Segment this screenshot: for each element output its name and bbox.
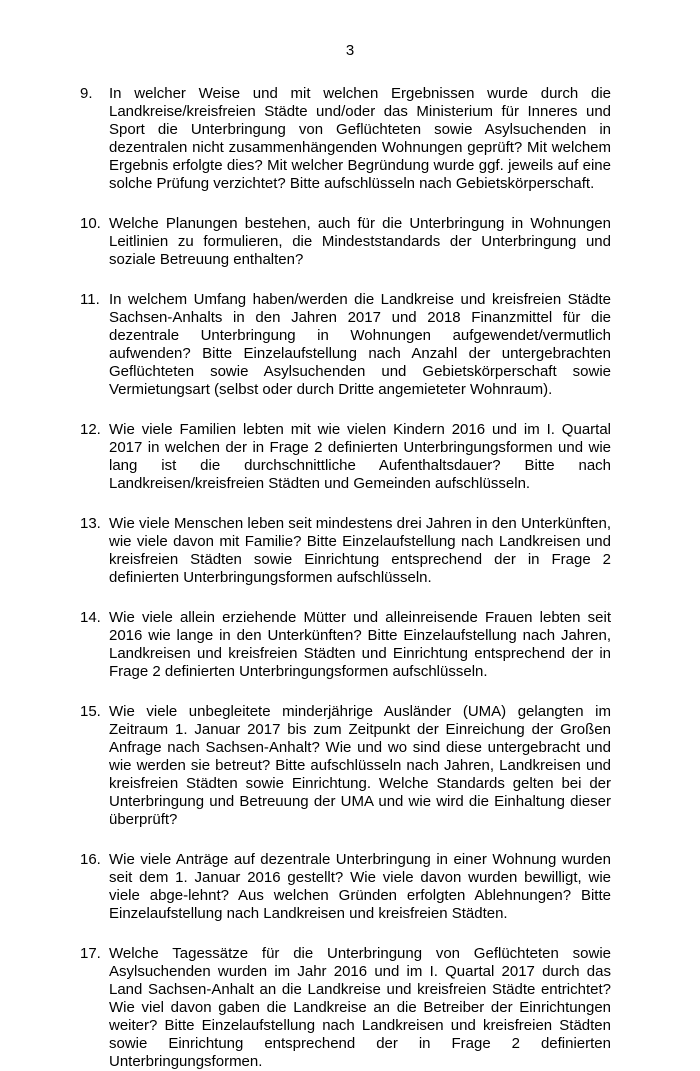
question-number: 11. xyxy=(80,291,100,308)
question-number: 15. xyxy=(80,703,101,720)
question-item xyxy=(80,703,611,829)
question-item xyxy=(80,215,611,269)
question-number: 9. xyxy=(80,85,93,102)
question-item xyxy=(80,851,611,923)
question-text: Welche Tagessätze für die Unterbringung von Geflüchteten sowie Asylsuchenden wurden im Jahr 2016 und im I. Quartal 2017 durch das Land Sachsen-Anhalt an die Landkreise und kreisfreien Städte entrichtet? Wie viel davon gaben die Landkreise an die Betreiber der Einrichtungen weiter? Bitte Einzelaufstellung nach Landkreisen und kreisfreien Städten sowie Einrichtung entsprechend der in Frage 2 definierten Unterbringungsformen. xyxy=(109,945,611,1070)
question-text: In welchem Umfang haben/werden die Landkreise und kreisfreien Städte Sachsen-Anhalts in den Jahren 2017 und 2018 Finanzmittel für die dezentrale Unterbringung in Wohnungen aufgewendet/vermutlich aufwenden? Bitte Einzelaufstellung nach Anzahl der untergebrachten Geflüchteten sowie Asylsuchenden und Gebietskörperschaft sowie Vermietungsart (selbst oder durch Dritte angemieteter Wohnraum). xyxy=(109,291,611,398)
question-list xyxy=(80,85,611,1071)
question-number: 13. xyxy=(80,515,101,532)
question-item xyxy=(80,85,611,193)
question-item xyxy=(80,609,611,681)
question-number: 12. xyxy=(80,421,101,438)
question-number: 10. xyxy=(80,215,101,232)
question-text: Wie viele unbegleitete minderjährige Ausländer (UMA) gelangten im Zeitraum 1. Januar 2017 bis zum Zeitpunkt der Einreichung der Großen Anfrage nach Sachsen-Anhalt? Wie und wo sind diese untergebracht und wie werden sie betreut? Bitte aufschlüsseln nach Jahren, Landkreisen und kreisfreien Städten sowie Einrichtung. Welche Standards gelten bei der Unterbringung und Betreuung der UMA und wie wird die Einhaltung dieser überprüft? xyxy=(109,703,611,828)
question-text: Wie viele allein erziehende Mütter und alleinreisende Frauen lebten seit 2016 wie lange in den Unterkünften? Bitte Einzelaufstellung nach Jahren, Landkreisen und kreisfreien Städten und Einrichtung entsprechend der in Frage 2 definierten Unterbringungsformen aufschlüsseln. xyxy=(109,609,611,680)
question-item xyxy=(80,291,611,399)
question-item xyxy=(80,421,611,493)
question-text: Welche Planungen bestehen, auch für die Unterbringung in Wohnungen Leitlinien zu formulieren, die Mindeststandards der Unterbringung und soziale Betreuung enthalten? xyxy=(109,215,611,268)
question-number: 16. xyxy=(80,851,101,868)
question-text: Wie viele Menschen leben seit mindestens drei Jahren in den Unterkünften, wie viele davon mit Familie? Bitte Einzelaufstellung nach Landkreisen und kreisfreien Städten sowie Einrichtung entsprechend der in Frage 2 definierten Unterbringungsformen aufschlüsseln. xyxy=(109,515,611,586)
question-text: Wie viele Familien lebten mit wie vielen Kindern 2016 und im I. Quartal 2017 in welchen der in Frage 2 definierten Unterbringungsformen und wie lang ist die durchschnittliche Aufenthaltsdauer? Bitte nach Landkreisen/kreisfreien Städten und Gemeinden aufschlüsseln. xyxy=(109,421,611,492)
question-item xyxy=(80,515,611,587)
question-number: 14. xyxy=(80,609,101,626)
page-number: 3 xyxy=(345,42,355,59)
question-number: 17. xyxy=(80,945,101,962)
question-text: In welcher Weise und mit welchen Ergebnissen wurde durch die Landkreise/kreisfreien Städte und/oder das Ministerium für Inneres und Sport die Unterbringung von Geflüchteten sowie Asylsuchenden in dezentralen nicht zusammenhängenden Wohnungen geprüft? Mit welchem Ergebnis erfolgte dies? Mit welcher Begründung wurde ggf. jeweils auf eine solche Prüfung verzichtet? Bitte aufschlüsseln nach Gebietskörperschaft. xyxy=(109,85,611,192)
question-text: Wie viele Anträge auf dezentrale Unterbringung in einer Wohnung wurden seit dem 1. Januar 2016 gestellt? Wie viele davon wurden bewilligt, wie viele abge-lehnt? Aus welchen Gründen erfolgten Ablehnungen? Bitte Einzelaufstellung nach Landkreisen und kreisfreien Städten. xyxy=(109,851,611,922)
question-item xyxy=(80,945,611,1071)
